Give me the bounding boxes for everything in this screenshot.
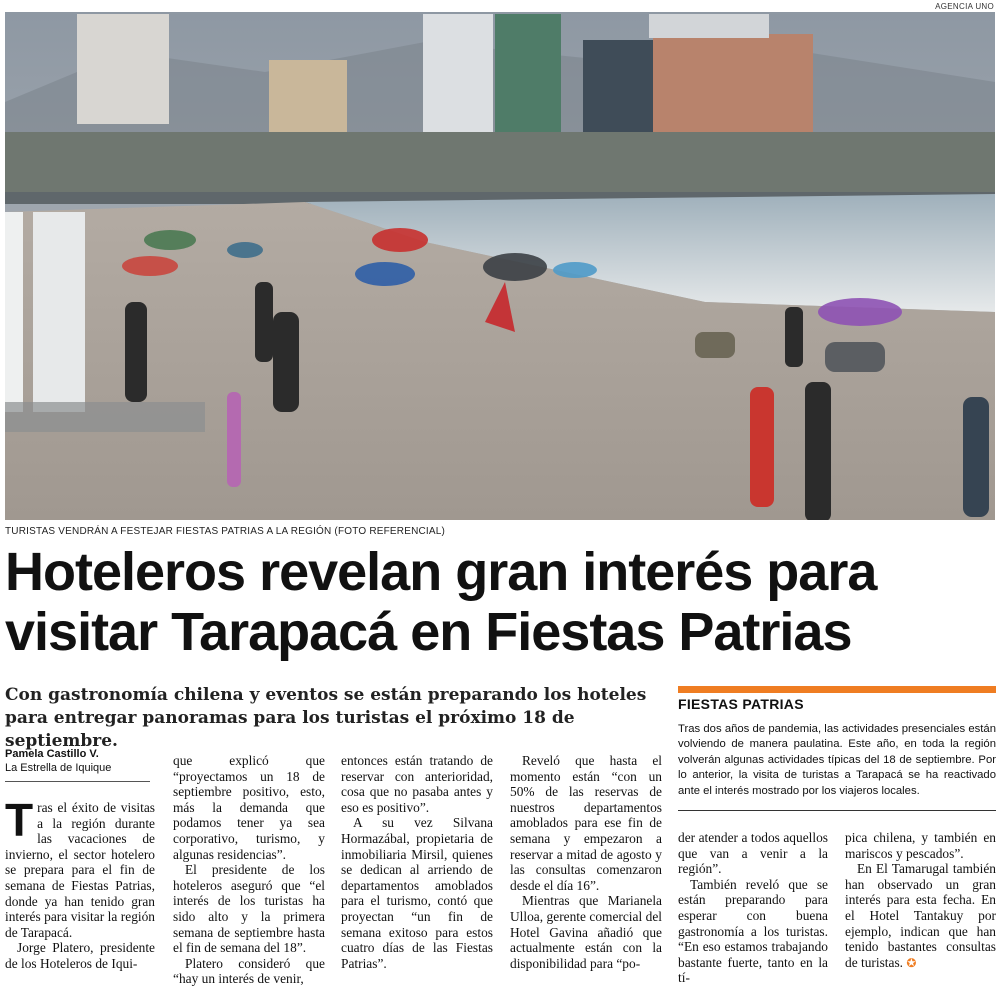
dropcap: T <box>5 794 34 846</box>
end-mark-icon: ✪ <box>906 955 917 970</box>
byline-author: Pamela Castillo V. <box>5 748 99 760</box>
beach-scene-illustration <box>5 12 995 520</box>
paragraph: Jorge Platero, presidente de los Hoteleros de Iqui- <box>5 940 155 971</box>
byline-rule <box>5 781 150 782</box>
paragraph: que explicó que “proyectamos un 18 de septiembre positivo, esto, más la demanda que podamos tener ya sea corporativo, turismo, y algunas residencias”. <box>173 753 325 862</box>
byline-publication: La Estrella de Iquique <box>5 762 112 774</box>
paragraph: der atender a todos aquellos que van a venir a la región”. <box>678 830 828 877</box>
paragraph: entonces están tratando de reservar con anterioridad, cosa que no pasaba antes y eso es positivo”. <box>341 753 493 815</box>
article-column-5 <box>678 830 828 986</box>
article-column-2 <box>173 753 325 987</box>
sidebar-rule <box>678 810 996 811</box>
paragraph: También reveló que se están preparando para esperar con buena gastronomía a los turistas. “En eso estamos trabajando bastante fuerte, tanto en la tí- <box>678 876 828 986</box>
paragraph: Reveló que hasta el momento están “con un 50% de las reservas de nuestros departamentos amoblados para ese fin de semana y empezaron a reservar a mitad de agosto y las consultas comenzaron desde el día 16”. <box>510 753 662 893</box>
article-column-6 <box>845 830 996 971</box>
article-column-4 <box>510 753 662 971</box>
sidebar-accent-bar <box>678 686 996 693</box>
headline: Hoteleros revelan gran interés para visitar Tarapacá en Fiestas Patrias <box>5 542 877 662</box>
deck: Con gastronomía chilena y eventos se están preparando los hoteles para entregar panoramas para los turistas el próximo 18 de septiembre. <box>5 685 647 751</box>
paragraph: Tras el éxito de visitas a la región durante las vacaciones de invierno, el sector hotelero se prepara para el fin de semana de Fiestas Patrias, donde ya han tenido gran interés para visitar la región de Tarapacá. <box>5 794 155 940</box>
paragraph: El presidente de los hoteleros aseguró que “el interés de los turistas ha sido alto y la primera semana de septiembre hasta el fin de semana del 18”. <box>173 862 325 956</box>
sidebar-title: FIESTAS PATRIAS <box>678 696 804 712</box>
paragraph: Mientras que Marianela Ulloa, gerente comercial del Hotel Gavina añadió que actualmente están con la disponibilidad para “po- <box>510 893 662 971</box>
beach-photo <box>5 12 995 520</box>
paragraph: pica chilena, y también en mariscos y pescados”. <box>845 830 996 861</box>
article-column-1 <box>5 794 155 972</box>
paragraph: Platero consideró que “hay un interés de venir, <box>173 955 325 987</box>
paragraph: En El Tamarugal también han observado un gran interés para esta fecha. En el Hotel Tantakuy por ejemplo, indican que han tenido bastantes consultas de turistas. ✪ <box>845 861 996 970</box>
sidebar-body: Tras dos años de pandemia, las actividades presenciales están volviendo de manera paulatina. Este año, en toda la región volverán algunas actividades típicas del 18 de septiembre. Por lo anterior, la visita de turistas a Tarapacá se ha reactivado ante el interés mostrado por los viajeros locales. <box>678 723 996 797</box>
photo-credit: AGENCIA UNO <box>935 2 994 11</box>
photo-caption: TURISTAS VENDRÁN A FESTEJAR FIESTAS PATRIAS A LA REGIÓN (FOTO REFERENCIAL) <box>5 526 446 537</box>
article-column-3 <box>341 753 493 971</box>
paragraph: A su vez Silvana Hormazábal, propietaria de inmobiliaria Mirsil, quienes se dedican al arriendo de departamentos amoblados para el turismo, contó que proyectan “un fin de semana exitoso para estos cuatro días de las Fiestas Patrias”. <box>341 815 493 971</box>
